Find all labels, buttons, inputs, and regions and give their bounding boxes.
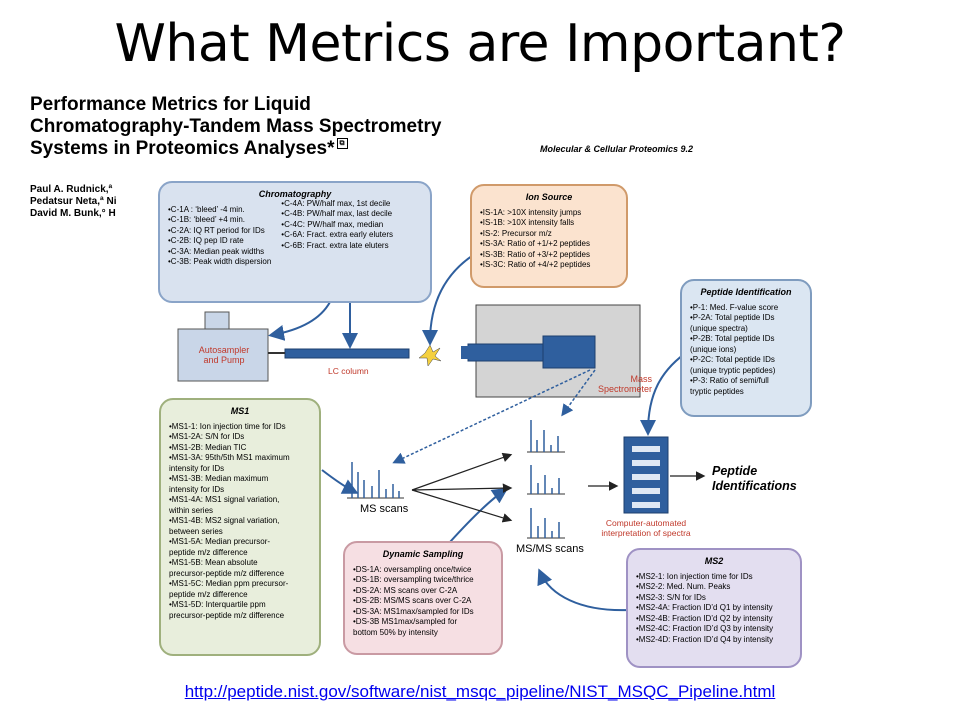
autosampler-label: Autosampler and Pump xyxy=(198,345,250,365)
paper-title-line-text: Systems in Proteomics Analyses* xyxy=(30,138,335,159)
metric-item: •MS2-3: S/N for IDs xyxy=(636,592,706,602)
metric-item: •C-6A: Fract. extra early eluters xyxy=(281,230,394,239)
metric-item: •DS-2B: MS/MS scans over C-2A xyxy=(353,596,472,605)
metric-item: •MS1-1: Ion injection time for IDs xyxy=(169,421,286,431)
spray-icon xyxy=(419,345,441,366)
metric-item: •IS-2: Precursor m/z xyxy=(480,228,552,238)
metric-list xyxy=(168,205,271,268)
ion-source-box xyxy=(470,184,628,288)
metric-item: •P-2A: Total peptide IDs (unique spectra) xyxy=(690,313,775,333)
msms-spectrum-2 xyxy=(527,465,565,494)
author: Pedatsur Neta,ª Ni xyxy=(30,196,117,207)
external-link-icon: ⧉ xyxy=(337,138,348,149)
metric-item: •MS2-4A: Fraction ID’d Q1 by intensity xyxy=(636,603,773,612)
metric-item: •MS1-5D: Interquartile ppm precursor-peptide m/z difference xyxy=(169,600,285,620)
box-title: MS1 xyxy=(230,406,250,416)
autosampler-top xyxy=(205,312,229,329)
metric-item: •MS2-4C: Fraction ID’d Q3 by intensity xyxy=(636,624,774,633)
metric-item: •DS-3B MS1max/sampled for bottom 50% by intensity xyxy=(353,617,458,637)
arrow-ms2 xyxy=(540,572,630,610)
pipeline-url-link[interactable]: http://peptide.nist.gov/software/nist_msqc_pipeline/NIST_MSQC_Pipeline.html xyxy=(184,682,776,701)
paper-title-line: Performance Metrics for Liquid xyxy=(30,94,311,115)
mass-spectrometer-label: Mass Spectrometer xyxy=(598,374,653,394)
metric-list xyxy=(690,303,802,398)
metric-list xyxy=(169,422,311,622)
metric-item: •MS1-4A: MS1 signal variation, within series xyxy=(169,495,280,515)
metric-item: •DS-1A: oversampling once/twice xyxy=(353,564,472,574)
metric-list xyxy=(636,572,792,646)
metric-item: •MS1-5B: Mean absolute precursor-peptide m/z difference xyxy=(169,558,285,578)
dynamic-sampling-box xyxy=(343,541,503,655)
metric-item: •MS2-1: Ion injection time for IDs xyxy=(636,571,753,581)
box-title: Ion Source xyxy=(525,192,573,202)
metric-item: •C-1A : ‘bleed’ -4 min. xyxy=(168,204,245,214)
metric-item: •IS-3A: Ratio of +1/+2 peptides xyxy=(480,239,590,248)
metric-item: •MS1-5A: Median precursor- peptide m/z difference xyxy=(169,537,271,557)
metric-item: •IS-1A: >10X intensity jumps xyxy=(480,207,582,217)
msms-spectrum-1 xyxy=(527,420,565,452)
metric-item: •P-3: Ratio of semi/full tryptic peptides xyxy=(690,376,769,396)
metric-list xyxy=(353,565,493,639)
author: Paul A. Rudnick,ª xyxy=(30,184,113,195)
metric-item: •C-2B: IQ pep ID rate xyxy=(168,236,244,245)
lc-column xyxy=(285,349,409,358)
metric-item: •C-4A: PW/half max, 1st decile xyxy=(281,198,391,208)
slide-title: What Metrics are Important? xyxy=(114,14,846,74)
metric-item: •P-2B: Total peptide IDs (unique ions) xyxy=(690,334,775,354)
peptide-identification-box xyxy=(680,279,812,417)
ms1-box xyxy=(159,398,321,656)
author: David M. Bunk,° H xyxy=(30,208,116,219)
metric-item: •MS1-4B: MS2 signal variation, between series xyxy=(169,516,280,536)
box-title: Peptide Identification xyxy=(700,287,792,297)
metric-item: •MS1-2A: S/N for IDs xyxy=(169,432,245,441)
metric-item: •MS1-3B: Median maximum intensity for IDs xyxy=(169,474,269,494)
box-title: Chromatography xyxy=(258,189,332,199)
metric-list xyxy=(480,208,618,271)
ms-scan-spectrum xyxy=(347,462,404,498)
lc-column-label: LC column xyxy=(328,366,369,376)
metric-item: •C-2A: IQ RT period for IDs xyxy=(168,225,265,235)
metric-item: •IS-3B: Ratio of +3/+2 peptides xyxy=(480,249,590,259)
arrow-chrom-autosampler xyxy=(272,302,330,335)
metric-item: •C-3A: Median peak widths xyxy=(168,246,265,256)
journal-citation: Molecular & Cellular Proteomics 9.2 xyxy=(540,144,694,154)
metric-item: •P-1: Med. F-value score xyxy=(690,302,779,312)
metric-item: •DS-1B: oversampling twice/thrice xyxy=(353,575,474,584)
computer-server-icon xyxy=(624,437,668,513)
metric-item: •MS2-4D: Fraction ID’d Q4 by intensity xyxy=(636,634,774,644)
arrow-ms1 xyxy=(322,470,355,492)
ms-probe xyxy=(543,336,595,368)
ms2-box xyxy=(626,548,802,668)
msms-spectrum-3 xyxy=(527,508,565,538)
metric-item: •DS-3A: MS1max/sampled for IDs xyxy=(353,606,474,616)
metric-item: •MS1-2B: Median TIC xyxy=(169,442,247,452)
paper-title-line: Chromatography-Tandem Mass Spectrometry xyxy=(30,116,442,137)
peptide-identifications-label: Peptide Identifications xyxy=(712,464,797,493)
box-title: MS2 xyxy=(704,556,724,566)
ms-scans-label: MS scans xyxy=(360,503,409,515)
computer-label: Computer-automated interpretation of spectra xyxy=(601,518,691,538)
msms-scans-label: MS/MS scans xyxy=(516,543,584,555)
metric-list xyxy=(281,199,393,268)
metric-item: •IS-3C: Ratio of +4/+2 peptides xyxy=(480,260,591,269)
chromatography-box xyxy=(158,181,432,303)
metric-item: •C-1B: ‘bleed’ +4 min. xyxy=(168,215,245,224)
metric-item: •C-4B: PW/half max, last decile xyxy=(281,209,393,218)
metric-item: •MS2-2: Med. Num. Peaks xyxy=(636,582,731,591)
box-title: Dynamic Sampling xyxy=(382,549,464,559)
metric-item: •P-2C: Total peptide IDs (unique tryptic peptides) xyxy=(690,355,776,375)
metric-item: •MS2-4B: Fraction ID’d Q2 by intensity xyxy=(636,613,773,623)
metric-item: •C-3B: Peak width dispersion xyxy=(168,257,272,266)
metric-item: •C-6B: Fract. extra late eluters xyxy=(281,240,389,250)
metric-item: •DS-2A: MS scans over C-2A xyxy=(353,585,458,595)
metric-item: •IS-1B: >10X intensity falls xyxy=(480,218,575,227)
metric-item: •C-4C: PW/half max, median xyxy=(281,219,384,229)
metric-item: •MS1-5C: Median ppm precursor- peptide m/z difference xyxy=(169,579,289,599)
metric-item: •MS1-3A: 95th/5th MS1 maximum intensity for IDs xyxy=(169,453,290,473)
